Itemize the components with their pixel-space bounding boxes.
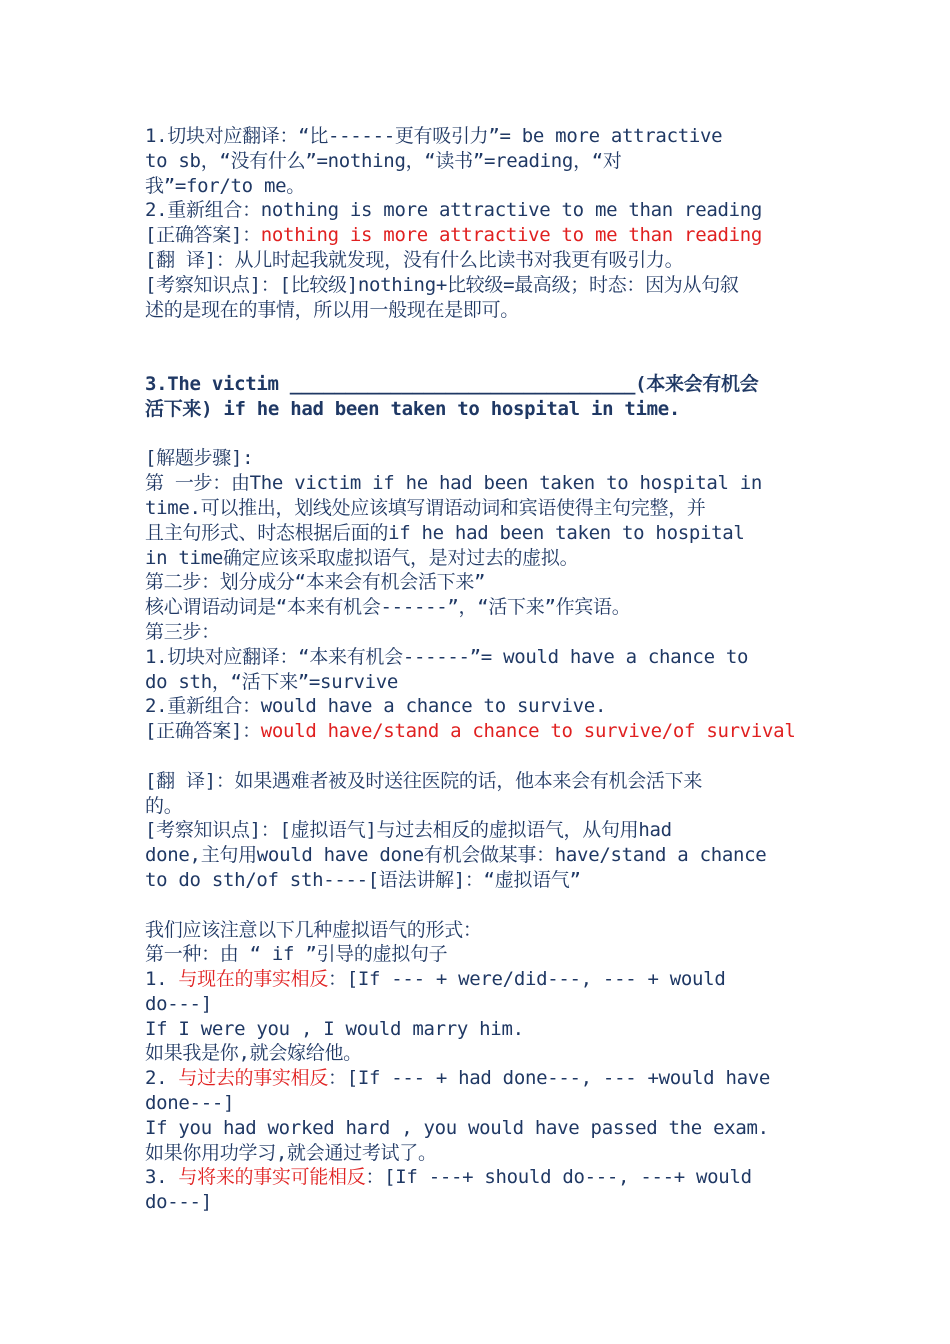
grammar-item: 1. 与现在的事实相反：[If --- + were/did---, --- + would [145, 968, 726, 991]
spacer [145, 893, 815, 918]
translation-line: 的。 [145, 794, 183, 817]
text-line: 1.切块对应翻译：“本来有机会------”= would have a chance to [145, 645, 749, 668]
example-translation: 如果我是你,就会嫁给他。 [145, 1042, 362, 1065]
grammar-item-highlight: 与过去的事实相反 [178, 1067, 329, 1090]
question-title: 3.The victim _______________________________(本来会有机会 [145, 372, 759, 395]
example-translation: 如果你用功学习,就会通过考试了。 [145, 1141, 437, 1164]
example-sentence: If you had worked hard , you would have passed the exam. [145, 1116, 769, 1139]
grammar-intro: 我们应该注意以下几种虚拟语气的形式： [145, 918, 482, 941]
text-line: 核心谓语动词是“本来有机会------”，“活下来”作宾语。 [145, 596, 631, 619]
steps-heading: [解题步骤]: [145, 447, 254, 470]
knowledge-line: to do sth/of sth----[语法讲解]：“虚拟语气” [145, 868, 581, 891]
grammar-item-highlight: 与现在的事实相反 [178, 968, 329, 991]
text-line: 我”=for/to me。 [145, 174, 305, 197]
spacer [145, 422, 815, 447]
text-line: to sb，“没有什么”=nothing，“读书”=reading，“对 [145, 149, 622, 172]
text-line: time.可以推出，划线处应该填写谓语动词和宾语使得主句完整，并 [145, 496, 706, 519]
answer-label: [正确答案]： [145, 224, 261, 247]
knowledge-line: done,主句用would have done有机会做某事：have/stand a chance [145, 844, 767, 867]
text-line: do sth，“活下来”=survive [145, 670, 399, 693]
grammar-item-cont: do---] [145, 1191, 212, 1214]
example-sentence: If I were you , I would marry him. [145, 1017, 524, 1040]
question-title: 活下来) if he had been taken to hospital in time. [145, 397, 681, 420]
spacer [145, 322, 815, 372]
translation-line: [翻 译]：从儿时起我就发现，没有什么比读书对我更有吸引力。 [145, 248, 684, 271]
knowledge-line: [考察知识点]：[比较级]nothing+比较级=最高级；时态：因为从句叙 [145, 273, 739, 296]
text-line: 第 一步：由The victim if he had been taken to hospital in [145, 472, 763, 495]
text-line: in time确定应该采取虚拟语气，是对过去的虚拟。 [145, 546, 579, 569]
document-page [145, 124, 815, 1215]
text-line: 第三步： [145, 620, 220, 643]
text-line: 且主句形式、时态根据后面的if he had been taken to hospital [145, 521, 745, 544]
spacer [145, 744, 815, 769]
text-line: 2.重新组合：nothing is more attractive to me than reading [145, 199, 763, 222]
answer-line [145, 223, 815, 248]
knowledge-line: 述的是现在的事情，所以用一般现在是即可。 [145, 298, 520, 321]
grammar-item-cont: done---] [145, 1092, 235, 1115]
grammar-item-highlight: 与将来的事实可能相反 [178, 1166, 366, 1189]
answer-text: would have/stand a chance to survive/of survival [260, 720, 796, 743]
text-line: 1.切块对应翻译：“比------更有吸引力”= be more attractive [145, 125, 723, 147]
translation-line: [翻 译]：如果遇难者被及时送往医院的话，他本来会有机会活下来 [145, 769, 703, 792]
grammar-item: 3. 与将来的事实可能相反：[If ---+ should do---, ---+ would [145, 1166, 752, 1189]
text-line: 第二步：划分成分“本来会有机会活下来” [145, 571, 486, 594]
grammar-type-heading: 第一种：由 “ if ”引导的虚拟句子 [145, 943, 448, 966]
text-line: 2.重新组合：would have a chance to survive. [145, 695, 607, 718]
answer-text: nothing is more attractive to me than reading [260, 224, 763, 247]
knowledge-line: [考察知识点]：[虚拟语气]与过去相反的虚拟语气，从句用had [145, 819, 672, 842]
answer-line [145, 719, 815, 744]
answer-label: [正确答案]： [145, 720, 261, 743]
grammar-item: 2. 与过去的事实相反：[If --- + had done---, --- +would have [145, 1067, 771, 1090]
grammar-item-cont: do---] [145, 992, 212, 1015]
